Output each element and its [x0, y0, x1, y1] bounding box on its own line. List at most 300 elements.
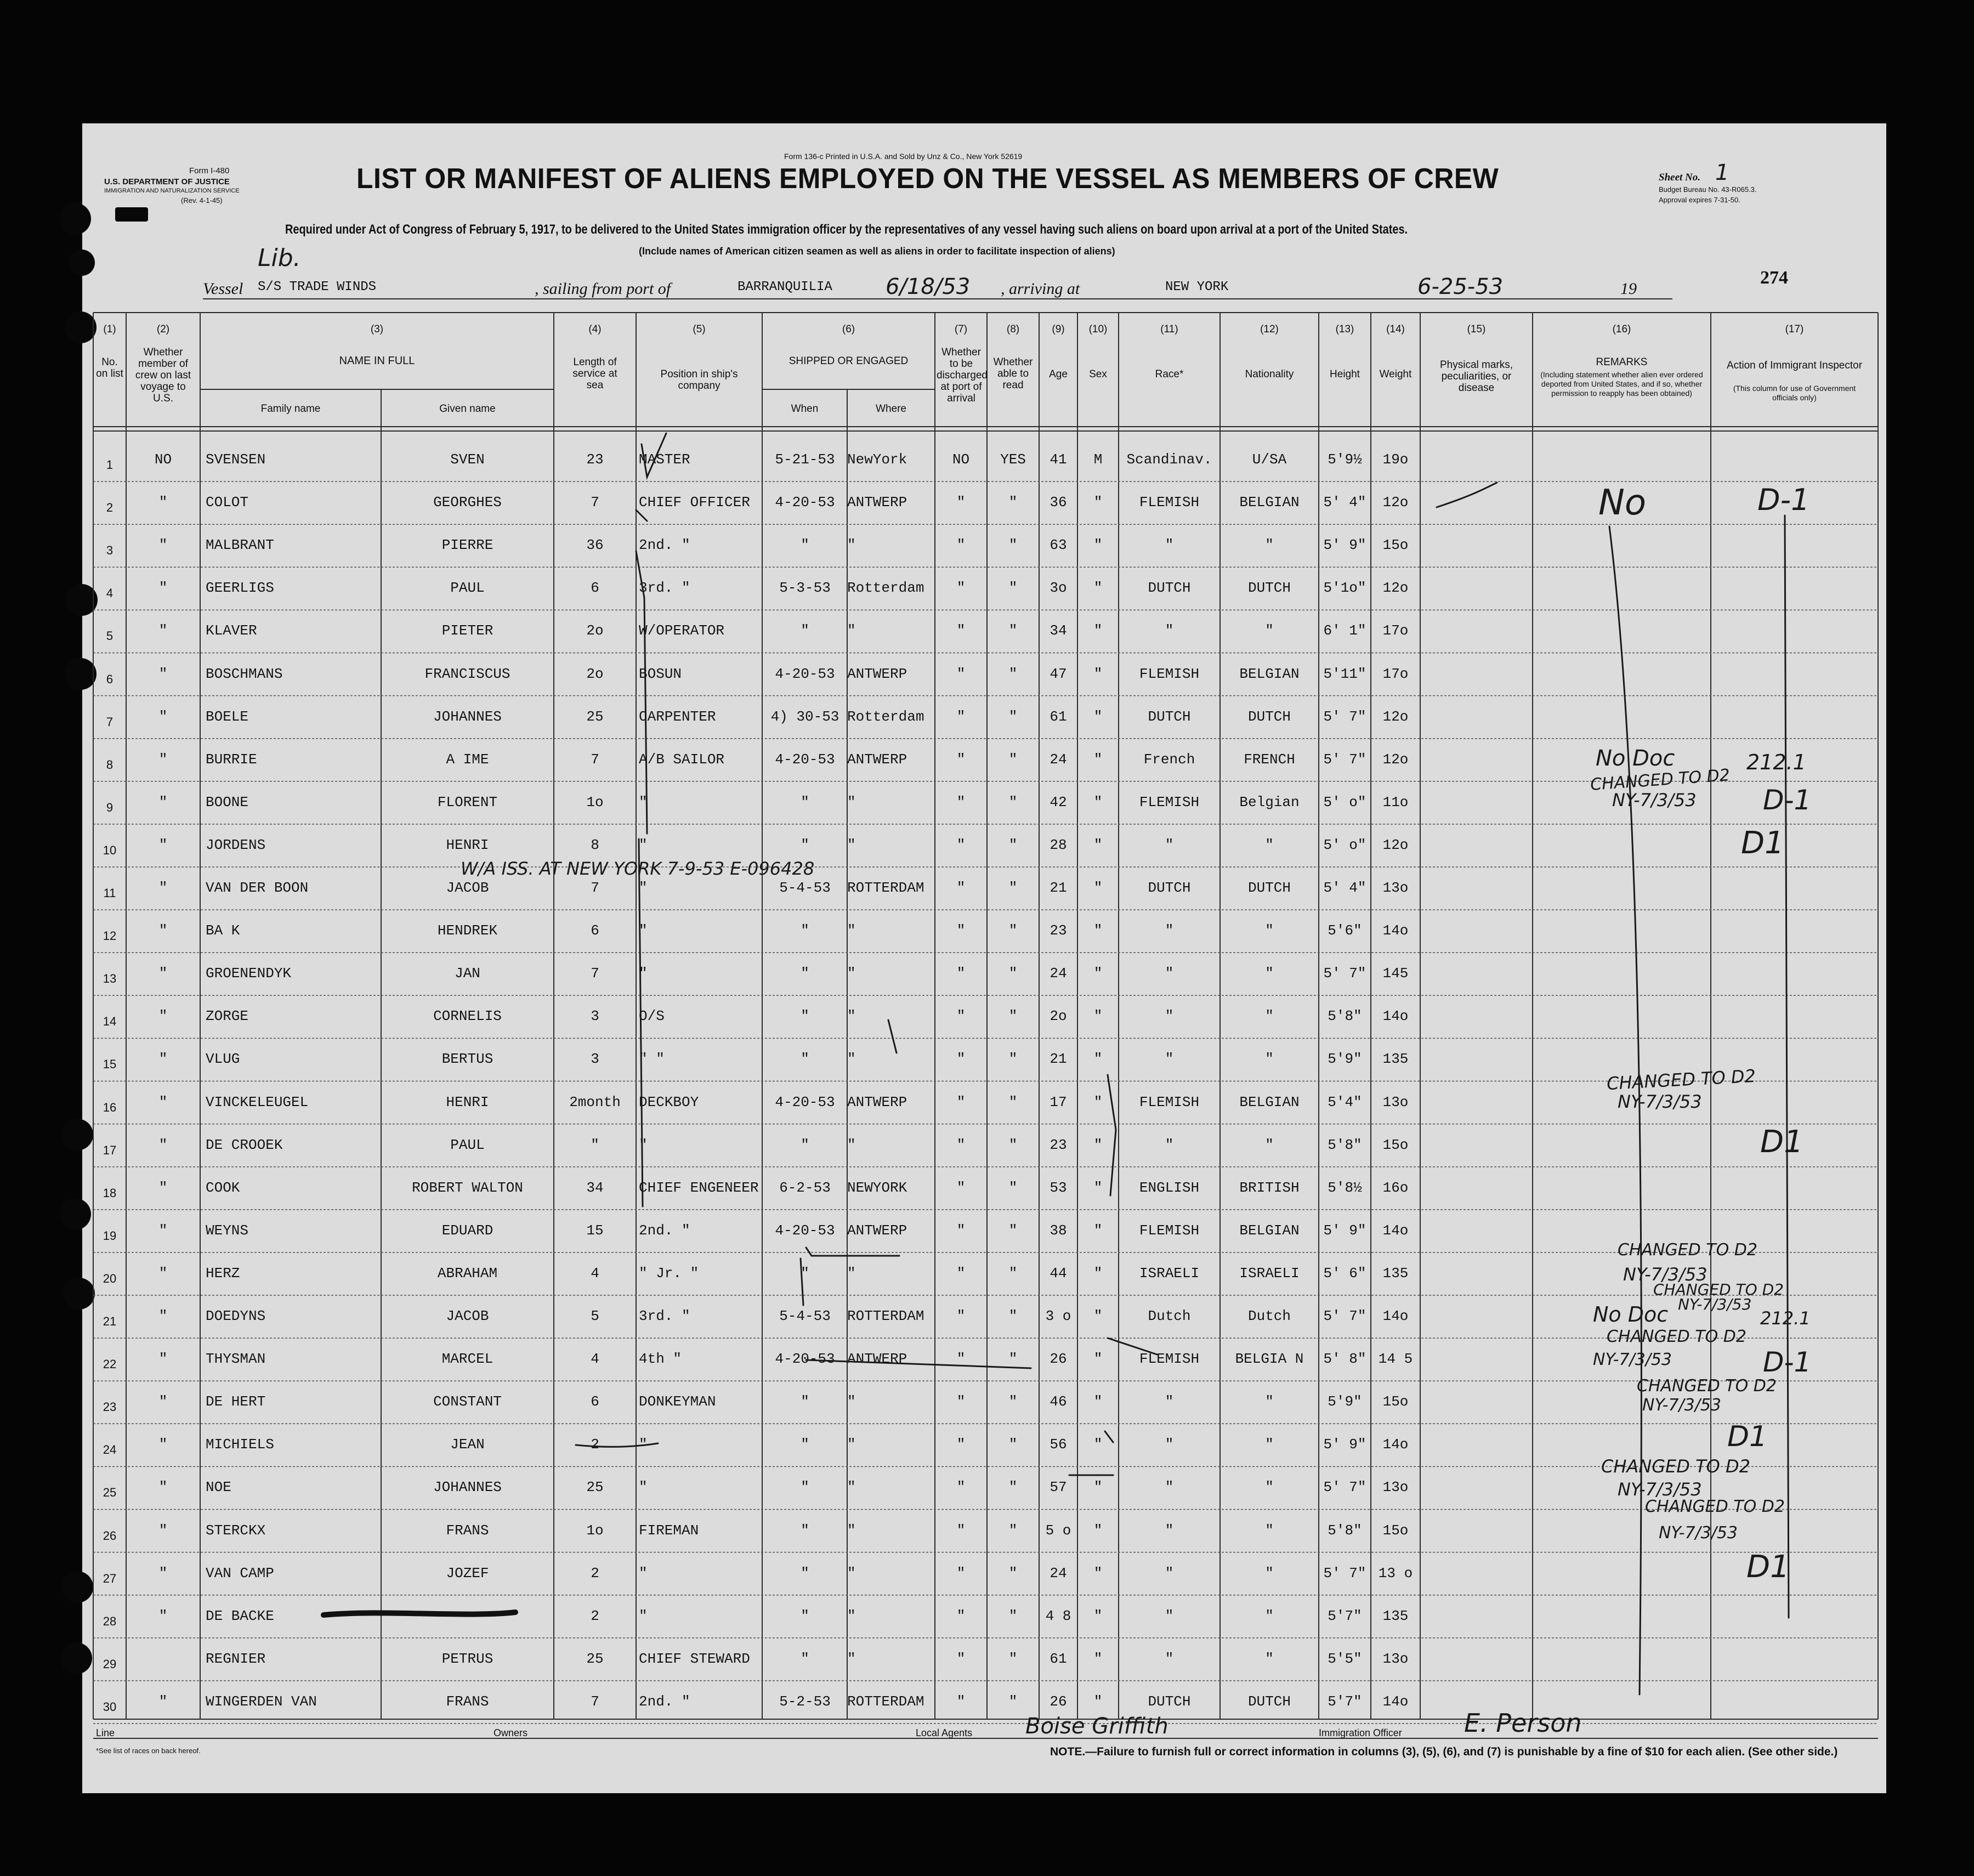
cell-position: " — [639, 1136, 648, 1153]
cell-race: " — [1165, 1479, 1174, 1496]
cell-race: DUTCH — [1148, 880, 1191, 896]
cell-prev: " — [158, 922, 168, 939]
cell-family: ZORGE — [206, 1008, 249, 1025]
row-number: 24 — [103, 1443, 117, 1457]
cell-given: EDUARD — [441, 1222, 494, 1239]
cell-age: 21 — [1050, 1051, 1067, 1068]
cell-where: " — [847, 1650, 856, 1667]
cell-age: 21 — [1050, 880, 1067, 896]
cell-family: BOONE — [206, 794, 249, 811]
cell-position: 3rd. " — [639, 580, 690, 597]
cell-when: " — [801, 1008, 809, 1025]
cell-given: JACOB — [446, 1308, 489, 1324]
cell-given: BERTUS — [441, 1051, 494, 1068]
cell-family: VINCKELEUGEL — [206, 1093, 309, 1110]
cell-nationality: BELGIA N — [1235, 1351, 1304, 1368]
cell-height: 5' o" — [1323, 836, 1366, 853]
cell-read: " — [1008, 1650, 1018, 1667]
cell-when: 4-20-53 — [775, 751, 835, 768]
cell-family: DOEDYNS — [206, 1308, 266, 1324]
col-head-service: Length of service at sea — [572, 356, 617, 391]
ny-row20: NY-7/3/53 — [1623, 1264, 1708, 1285]
ny-row9: NY-7/3/53 — [1612, 790, 1697, 811]
cell-given: HENDREK — [437, 922, 498, 939]
cell-read: " — [1008, 1265, 1018, 1282]
action-212-row21: 212.1 — [1760, 1308, 1811, 1329]
col-num-13: (13) — [1335, 324, 1354, 335]
cell-nationality: " — [1265, 1565, 1274, 1582]
cell-nationality: DUTCH — [1247, 708, 1291, 725]
cell-nationality: ISRAELI — [1239, 1265, 1300, 1282]
cell-race: French — [1143, 751, 1195, 768]
year-prefix: 19 — [1620, 280, 1637, 298]
cell-where: ROTTERDAM — [847, 1308, 924, 1324]
cell-read: " — [1008, 1436, 1018, 1453]
cell-when: " — [801, 1565, 809, 1582]
cell-height: 5' 8" — [1323, 1351, 1366, 1368]
row-number: 23 — [103, 1400, 117, 1414]
cell-position: BOSUN — [639, 665, 682, 682]
cell-given: JOZEF — [446, 1565, 489, 1582]
cell-read: " — [1008, 794, 1018, 811]
cell-sex: " — [1093, 1650, 1103, 1667]
action-d1-row24: D1 — [1727, 1420, 1768, 1453]
remark-nodoc-row8: No Doc — [1596, 746, 1675, 771]
cell-prev: " — [158, 1479, 168, 1496]
row-number: 25 — [103, 1486, 117, 1500]
cell-given: JOHANNES — [433, 708, 502, 725]
cell-given: FRANCISCUS — [424, 665, 510, 682]
col-num-11: (11) — [1160, 324, 1178, 335]
row-number: 1 — [106, 458, 114, 472]
cell-given: PIERRE — [441, 537, 494, 554]
cell-height: 5' 7" — [1323, 1479, 1366, 1496]
action-d1-row22: D-1 — [1763, 1346, 1812, 1378]
cell-weight: 14 5 — [1378, 1351, 1413, 1368]
port-from: BARRANQUILIA — [738, 280, 832, 294]
col-head-action: Action of Immigrant Inspector — [1726, 360, 1863, 371]
changed-row22: CHANGED TO D2 — [1607, 1327, 1746, 1346]
cell-race: " — [1165, 1051, 1174, 1068]
cell-service: 7 — [591, 494, 599, 511]
cell-service: 2month — [569, 1093, 621, 1110]
cell-read: " — [1008, 580, 1018, 597]
cell-age: 28 — [1050, 836, 1067, 853]
cell-weight: 13o — [1382, 880, 1409, 896]
row-number: 12 — [103, 929, 117, 943]
cell-sex: " — [1093, 580, 1103, 597]
cell-height: 5' 7" — [1323, 1565, 1366, 1582]
sail-date: 6/18/53 — [886, 274, 971, 299]
cell-read: " — [1008, 1051, 1018, 1068]
cell-position: CARPENTER — [639, 708, 716, 725]
cell-service: 2o — [586, 622, 604, 639]
changed-row9: CHANGED TO D2 — [1590, 766, 1731, 795]
cell-where: " — [847, 922, 856, 939]
cell-age: 46 — [1050, 1393, 1067, 1410]
cell-when: 5-21-53 — [775, 451, 835, 468]
cell-age: 47 — [1050, 665, 1067, 682]
row-number: 22 — [103, 1357, 117, 1371]
cell-height: 5'8" — [1328, 1522, 1362, 1539]
cell-family: MICHIELS — [206, 1436, 274, 1453]
cell-when: " — [801, 836, 809, 853]
cell-prev — [132, 1642, 195, 1675]
cell-weight: 15o — [1382, 1136, 1409, 1153]
cell-prev: " — [158, 494, 168, 511]
cell-discharged: " — [956, 537, 966, 554]
cell-race: " — [1165, 1650, 1174, 1667]
cell-given: ROBERT WALTON — [412, 1179, 523, 1196]
cell-weight: 12o — [1382, 708, 1409, 725]
cell-position: " Jr. " — [639, 1265, 699, 1282]
cell-nationality: " — [1265, 1051, 1274, 1068]
cell-family: BURRIE — [206, 751, 257, 768]
cell-given: PIETER — [441, 622, 494, 639]
fine-note: NOTE.—Failure to furnish full or correct information in columns (3), (5), (6), and (7) is punishable by a fine of $10 for each alien. (See other side.) — [1050, 1745, 1838, 1758]
cell-position: " — [639, 1479, 648, 1496]
cell-service: 8 — [591, 836, 599, 853]
cell-height: 5'1o" — [1323, 580, 1366, 597]
cell-discharged: " — [956, 1051, 966, 1068]
col-num-4: (4) — [588, 324, 602, 335]
cell-nationality: BELGIAN — [1239, 494, 1300, 511]
cell-read: " — [1008, 622, 1018, 639]
cell-service: 7 — [591, 965, 599, 982]
col-num-9: (9) — [1052, 324, 1065, 335]
cell-where: ANTWERP — [847, 494, 907, 511]
cell-when: " — [801, 794, 809, 811]
cell-weight: 13o — [1382, 1650, 1409, 1667]
cell-height: 5'8" — [1328, 1008, 1362, 1025]
port-to: NEW YORK — [1165, 280, 1229, 294]
cell-age: 57 — [1050, 1479, 1067, 1496]
cell-height: 5'5" — [1328, 1650, 1362, 1667]
cell-family: DE CROOEK — [206, 1136, 283, 1153]
col-num-16: (16) — [1612, 324, 1631, 335]
owners-label: Owners — [494, 1727, 528, 1738]
cell-where: " — [847, 1607, 856, 1624]
cell-age: 63 — [1050, 537, 1067, 554]
cell-read: " — [1008, 1565, 1018, 1582]
cell-service: 3 — [591, 1008, 599, 1025]
cell-service: 2o — [586, 665, 604, 682]
cell-discharged: " — [956, 1479, 966, 1496]
cell-age: 23 — [1050, 922, 1067, 939]
cell-given: MARCEL — [441, 1351, 494, 1368]
cell-discharged: " — [956, 1650, 966, 1667]
cell-where: ROTTERDAM — [847, 880, 924, 896]
changed-row25: CHANGED TO D2 — [1601, 1456, 1750, 1477]
cell-prev: " — [158, 1093, 168, 1110]
cell-nationality: " — [1265, 1008, 1274, 1025]
cell-family: THYSMAN — [206, 1351, 266, 1368]
cell-when: 4) 30-53 — [770, 708, 839, 725]
cell-position: " " — [639, 1051, 665, 1068]
cell-weight: 15o — [1382, 537, 1409, 554]
cell-given: CORNELIS — [433, 1008, 502, 1025]
cell-where: " — [847, 537, 856, 554]
row-number: 21 — [103, 1314, 117, 1328]
cell-weight: 12o — [1382, 580, 1409, 597]
cell-family: KLAVER — [206, 622, 257, 639]
ny-row16: NY-7/3/53 — [1618, 1091, 1702, 1112]
cell-discharged: " — [956, 1393, 966, 1410]
cell-height: 5' 9" — [1323, 1436, 1366, 1453]
cell-prev: " — [158, 1222, 168, 1239]
cell-service: 6 — [591, 922, 599, 939]
cell-when: 4-20-53 — [775, 665, 835, 682]
cell-service: 1o — [586, 794, 604, 811]
cell-age: 24 — [1050, 751, 1067, 768]
row-number: 29 — [103, 1657, 117, 1671]
cell-nationality: DUTCH — [1247, 1693, 1291, 1710]
col-num-15: (15) — [1467, 324, 1486, 335]
cell-prev: " — [158, 1607, 168, 1624]
cell-given: HENRI — [446, 836, 489, 853]
col-num-5: (5) — [693, 324, 706, 335]
cell-position: MASTER — [639, 451, 690, 468]
sheet-label: Sheet No. — [1659, 172, 1700, 183]
cell-age: 3o — [1050, 580, 1067, 597]
cell-discharged: " — [956, 580, 966, 597]
cell-position: " — [639, 1565, 648, 1582]
cell-discharged: " — [956, 1179, 966, 1196]
cell-family: VLUG — [206, 1051, 240, 1068]
cell-nationality: " — [1265, 922, 1274, 939]
cell-family: VAN DER BOON — [206, 880, 309, 896]
cell-prev: " — [158, 1436, 168, 1453]
cell-discharged: NO — [952, 451, 970, 468]
cell-read: " — [1008, 537, 1018, 554]
col-num-12: (12) — [1260, 324, 1279, 335]
cell-where: ANTWERP — [847, 1351, 907, 1368]
cell-age: 26 — [1050, 1693, 1067, 1710]
cell-race: FLEMISH — [1139, 794, 1200, 811]
cell-nationality: " — [1265, 1393, 1274, 1410]
include-statement: (Include names of American citizen seamen as well as aliens in order to facilitate inspection of aliens) — [639, 246, 1115, 257]
cell-prev: " — [158, 751, 168, 768]
cell-when: 6-2-53 — [779, 1179, 831, 1196]
cell-weight: 14o — [1382, 1436, 1409, 1453]
vessel-handwritten: Lib. — [258, 244, 301, 272]
col-head-nationality: Nationality — [1245, 369, 1294, 380]
cell-where: ROTTERDAM — [847, 1693, 924, 1710]
cell-height: 5'7" — [1328, 1693, 1362, 1710]
col-num-7: (7) — [954, 324, 968, 335]
cell-position: A/B SAILOR — [639, 751, 725, 768]
row-number: 9 — [106, 800, 114, 814]
cell-age: 61 — [1050, 1650, 1067, 1667]
row-number: 17 — [103, 1143, 117, 1157]
cell-race: FLEMISH — [1139, 665, 1200, 682]
cell-sex: " — [1093, 622, 1103, 639]
cell-read: " — [1008, 751, 1018, 768]
cell-sex: " — [1093, 494, 1103, 511]
cell-prev: " — [158, 1351, 168, 1368]
cell-when: " — [801, 1265, 809, 1282]
cell-when: 5-4-53 — [779, 1308, 831, 1324]
cell-prev: " — [158, 1308, 168, 1324]
cell-weight: 13o — [1382, 1479, 1409, 1496]
officer-label: Immigration Officer — [1319, 1727, 1402, 1738]
cell-sex: " — [1093, 1565, 1103, 1582]
ny-row22: NY-7/3/53 — [1593, 1350, 1672, 1369]
cell-read: " — [1008, 494, 1018, 511]
cell-age: 36 — [1050, 494, 1067, 511]
col-head-sex: Sex — [1089, 369, 1107, 380]
row-number: 5 — [106, 629, 114, 643]
agents-label: Local Agents — [916, 1727, 973, 1738]
cell-when: 4-20-53 — [775, 1222, 835, 1239]
cell-given: FLORENT — [437, 794, 498, 811]
action-212-row8: 212.1 — [1746, 750, 1806, 774]
cell-discharged: " — [956, 1607, 966, 1624]
cell-when: " — [801, 537, 809, 554]
cell-prev: " — [158, 836, 168, 853]
cell-height: 5' 6" — [1323, 1265, 1366, 1282]
cell-read: " — [1008, 1479, 1018, 1496]
cell-family: COOK — [206, 1179, 240, 1196]
row-number: 27 — [103, 1571, 117, 1585]
cell-discharged: " — [956, 880, 966, 896]
col-num-2: (2) — [156, 324, 170, 335]
row-number: 13 — [103, 972, 117, 986]
cell-age: 17 — [1050, 1093, 1067, 1110]
cell-family: BA K — [206, 922, 240, 939]
cell-given: GEORGHES — [433, 494, 502, 511]
cell-prev: " — [158, 537, 168, 554]
cell-sex: " — [1093, 922, 1103, 939]
cell-position: " — [639, 1607, 648, 1624]
cell-weight: 12o — [1382, 494, 1409, 511]
cell-family: GEERLIGS — [206, 580, 274, 597]
cell-when: " — [801, 1607, 809, 1624]
cell-read: " — [1008, 1222, 1018, 1239]
cell-family: BOSCHMANS — [206, 665, 283, 682]
cell-sex: " — [1093, 1222, 1103, 1239]
cell-race: DUTCH — [1148, 708, 1191, 725]
cell-service: 1o — [586, 1522, 604, 1539]
cell-service: 2 — [591, 1607, 599, 1624]
cell-family: GROENENDYK — [206, 965, 292, 982]
cell-age: 3 o — [1045, 1308, 1071, 1324]
cell-height: 5'8" — [1328, 1136, 1362, 1153]
cell-read: " — [1008, 1308, 1018, 1324]
cell-service: 7 — [591, 751, 599, 768]
cell-service: 3 — [591, 1051, 599, 1068]
cell-sex: M — [1093, 451, 1103, 468]
cell-discharged: " — [956, 1308, 966, 1324]
cell-nationality: " — [1265, 1479, 1274, 1496]
line-label: Line — [96, 1727, 115, 1738]
cell-where: " — [847, 1522, 856, 1539]
col-head-shipped: SHIPPED OR ENGAGED — [789, 355, 909, 367]
row-number: 14 — [103, 1014, 117, 1029]
row-number: 10 — [103, 843, 117, 857]
ny-row25: NY-7/3/53 — [1618, 1479, 1702, 1500]
remark-no: No — [1598, 483, 1647, 523]
cell-when: 5-2-53 — [779, 1693, 831, 1710]
cell-prev: " — [158, 880, 168, 896]
cell-given: HENRI — [446, 1093, 489, 1110]
cell-height: 5' 7" — [1323, 1308, 1366, 1324]
cell-given: A IME — [446, 751, 489, 768]
cell-where: " — [847, 1265, 856, 1282]
cell-position: 4th " — [639, 1351, 682, 1368]
cell-position: O/S — [639, 1008, 665, 1025]
cell-read: " — [1008, 965, 1018, 982]
col-head-no: No. on list — [96, 356, 123, 379]
cell-where: " — [847, 1479, 856, 1496]
cell-sex: " — [1093, 836, 1103, 853]
cell-discharged: " — [956, 1436, 966, 1453]
cell-service: 25 — [586, 1650, 604, 1667]
cell-position: DECKBOY — [639, 1093, 699, 1110]
col-num-3: (3) — [370, 324, 384, 335]
cell-race: DUTCH — [1148, 580, 1191, 597]
cell-when: " — [801, 965, 809, 982]
cell-prev: " — [158, 1051, 168, 1068]
cell-read: " — [1008, 708, 1018, 725]
cell-age: 42 — [1050, 794, 1067, 811]
remark-nodoc-row21: No Doc — [1593, 1302, 1669, 1327]
cell-height: 5' 4" — [1323, 880, 1366, 896]
cell-service: 2 — [591, 1565, 599, 1582]
cell-height: 5' 7" — [1323, 708, 1366, 725]
cell-nationality: BELGIAN — [1239, 665, 1300, 682]
cell-sex: " — [1093, 794, 1103, 811]
cell-nationality: " — [1265, 965, 1274, 982]
cell-read: " — [1008, 1522, 1018, 1539]
cell-family: COLOT — [206, 494, 249, 511]
cell-age: 5 o — [1045, 1522, 1071, 1539]
cell-race: " — [1165, 836, 1174, 853]
cell-discharged: " — [956, 708, 966, 725]
cell-race: DUTCH — [1148, 1693, 1191, 1710]
cell-prev: " — [158, 708, 168, 725]
cell-race: FLEMISH — [1139, 1222, 1200, 1239]
cell-when: " — [801, 1393, 809, 1410]
col-head-when: When — [791, 403, 819, 415]
cell-weight: 14o — [1382, 1693, 1409, 1710]
changed-row16: CHANGED TO D2 — [1606, 1065, 1756, 1095]
cell-nationality: BELGIAN — [1239, 1222, 1300, 1239]
cell-prev: " — [158, 1693, 168, 1710]
row-number: 4 — [106, 586, 114, 600]
cell-service: 7 — [591, 1693, 599, 1710]
changed-row21: CHANGED TO D2 — [1653, 1280, 1784, 1299]
cell-family: MALBRANT — [206, 537, 274, 554]
cell-race: ISRAELI — [1139, 1265, 1200, 1282]
col-num-6: (6) — [842, 324, 855, 335]
cell-family: WINGERDEN VAN — [206, 1693, 317, 1710]
action-d1-row27: D1 — [1746, 1549, 1790, 1585]
cell-given — [384, 1600, 551, 1633]
col-head-weight: Weight — [1379, 369, 1412, 380]
cell-position: " — [639, 965, 648, 982]
service-name: IMMIGRATION AND NATURALIZATION SERVICE — [104, 188, 240, 194]
cell-nationality: BRITISH — [1239, 1179, 1300, 1196]
cell-age: 23 — [1050, 1136, 1067, 1153]
cell-nationality: " — [1265, 1607, 1274, 1624]
cell-discharged: " — [956, 1008, 966, 1025]
cell-read: " — [1008, 1093, 1018, 1110]
row-number: 18 — [103, 1186, 117, 1200]
cell-service: 5 — [591, 1308, 599, 1324]
cell-age: 4 8 — [1045, 1607, 1071, 1624]
cell-given: JACOB — [446, 880, 489, 896]
